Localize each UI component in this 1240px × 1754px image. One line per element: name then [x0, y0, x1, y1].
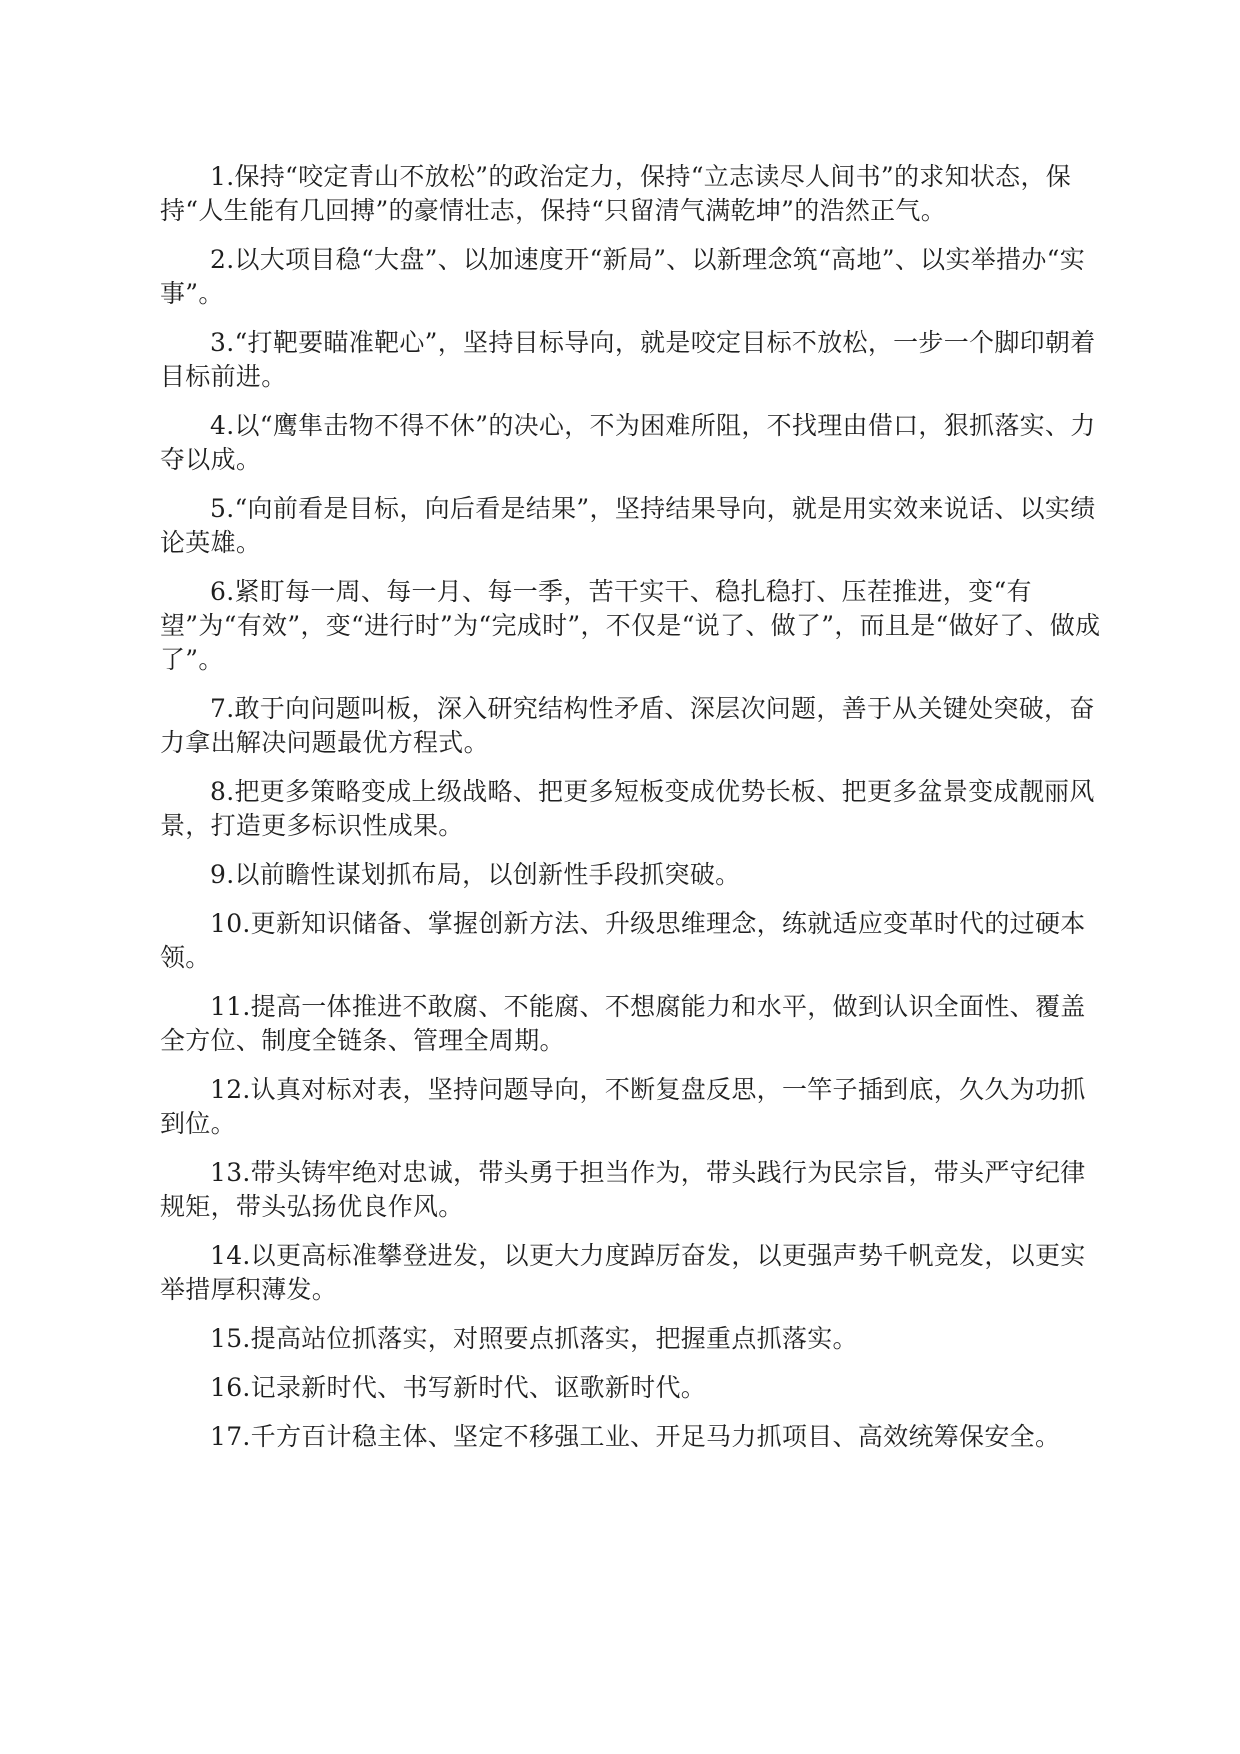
paragraph-3: 3.“打靶要瞄准靶心”，坚持目标导向，就是咬定目标不放松，一步一个脚印朝着目标前进。	[160, 328, 1096, 391]
paragraph-11: 11.提高一体推进不敢腐、不能腐、不想腐能力和水平，做到认识全面性、覆盖全方位、制度全链条、管理全周期。	[160, 992, 1086, 1055]
paragraph-4: 4.以“鹰隼击物不得不休”的决心，不为困难所阻，不找理由借口，狠抓落实、力夺以成。	[160, 411, 1096, 474]
paragraph-8: 8.把更多策略变成上级战略、把更多短板变成优势长板、把更多盆景变成靓丽风景，打造更多标识性成果。	[160, 777, 1095, 840]
paragraph-6: 6.紧盯每一周、每一月、每一季，苦干实干、稳扎稳打、压茬推进，变“有望”为“有效”，变“进行时”为“完成时”，不仅是“说了、做了”，而且是“做好了、做成了”。	[160, 577, 1101, 674]
document-body	[160, 160, 1105, 1469]
paragraph-1: 1.保持“咬定青山不放松”的政治定力，保持“立志读尽人间书”的求知状态，保持“人生能有几回搏”的豪情壮志，保持“只留清气满乾坤”的浩然正气。	[160, 162, 1072, 225]
paragraph-16: 16.记录新时代、书写新时代、讴歌新时代。	[210, 1373, 707, 1402]
paragraph-7: 7.敢于向问题叫板，深入研究结构性矛盾、深层次问题，善于从关键处突破，奋力拿出解决问题最优方程式。	[160, 694, 1095, 757]
paragraph-9: 9.以前瞻性谋划抓布局，以创新性手段抓突破。	[210, 860, 741, 889]
paragraph-14: 14.以更高标准攀登进发，以更大力度踔厉奋发，以更强声势千帆竞发，以更实举措厚积薄发。	[160, 1241, 1086, 1304]
paragraph-17: 17.千方百计稳主体、坚定不移强工业、开足马力抓项目、高效统筹保安全。	[210, 1422, 1061, 1451]
paragraph-12: 12.认真对标对表，坚持问题导向，不断复盘反思，一竿子插到底，久久为功抓到位。	[160, 1075, 1086, 1138]
paragraph-2: 2.以大项目稳“大盘”、以加速度开“新局”、以新理念筑“高地”、以实举措办“实事”。	[160, 245, 1086, 308]
paragraph-10: 10.更新知识储备、掌握创新方法、升级思维理念，练就适应变革时代的过硬本领。	[160, 909, 1086, 972]
paragraph-13: 13.带头铸牢绝对忠诚，带头勇于担当作为，带头践行为民宗旨，带头严守纪律规矩，带头弘扬优良作风。	[160, 1158, 1086, 1221]
paragraph-15: 15.提高站位抓落实，对照要点抓落实，把握重点抓落实。	[210, 1324, 858, 1353]
paragraph-5: 5.“向前看是目标，向后看是结果”，坚持结果导向，就是用实效来说话、以实绩论英雄。	[160, 494, 1096, 557]
